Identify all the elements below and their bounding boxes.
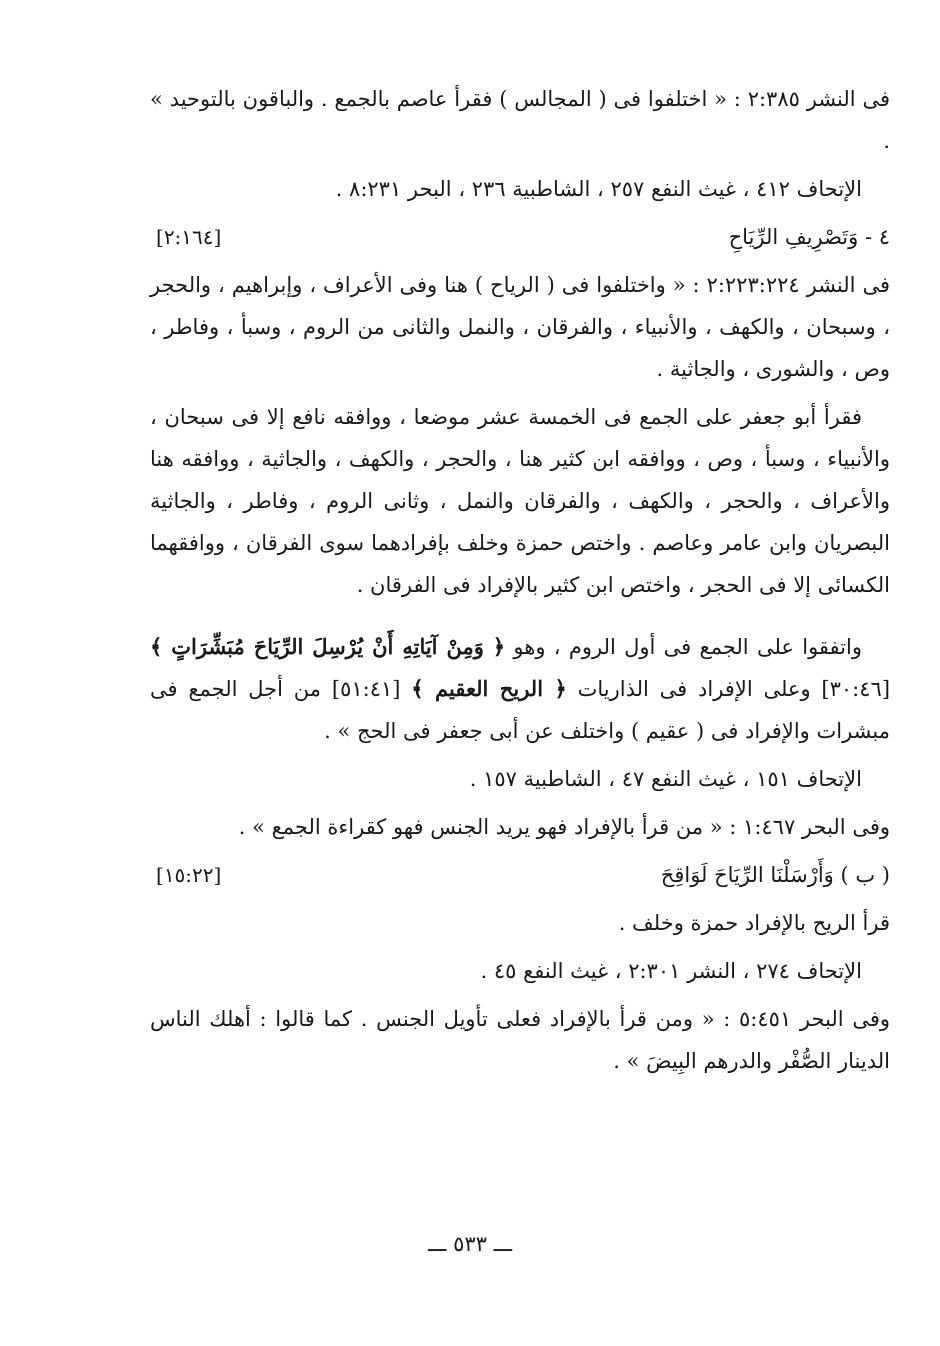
paragraph-references-1: الإتحاف ٤١٢ ، غيث النفع ٢٥٧ ، الشاطبية ٢٣٦ ، البحر ٨:٢٣١ . [335, 177, 862, 201]
quran-verse-dhariyat: ﴿ الريح العقيم ﴾ [411, 676, 567, 701]
paragraph-references-3: الإتحاف ٢٧٤ ، النشر ٢:٣٠١ ، غيث النفع ٤٥ . [480, 959, 862, 983]
paragraph-bahr-1: وفى البحر ١:٤٦٧ : « من قرأ بالإفراد فهو يريد الجنس فهو كقراءة الجمع » . [238, 815, 890, 839]
entry-heading-tasrif [150, 216, 890, 258]
quran-verse-rum: ﴿ وَمِنْ آيَاتِهِ أَنْ يُرْسِلَ الرِّيَاحَ مُبَشِّرَاتٍ ﴾ [150, 634, 506, 659]
verse-reference: [٢:١٦٤] [156, 225, 222, 249]
entry-heading-text: ( ب ) وَأَرْسَلْنَا الرِّيَاحَ لَوَاقِحَ [660, 863, 890, 887]
spacer [150, 612, 890, 626]
paragraph-nashr-riyah: فى النشر ٢:٢٢٣:٢٢٤ : « واختلفوا فى ( الرياح ) هنا وفى الأعراف ، وإبراهيم ، والحجر ، وسبحان ، والكهف ، والأنبياء ، والفرقان ، والنمل والثانى من الروم ، وسبأ ، وفاطر ، وص ، والشورى ، والجاثية . [150, 273, 890, 381]
paragraph-references-2: الإتحاف ١٥١ ، غيث النفع ٤٧ ، الشاطبية ١٥٧ . [469, 767, 862, 791]
page-body [150, 78, 890, 1088]
paragraph-agreement-text-b: [٣٠:٤٦] وعلى الإفراد فى الذاريات [577, 677, 891, 701]
paragraph-agreement [150, 626, 890, 752]
paragraph-agreement-text-c: [٥١:٤١] من أجل الجمع فى مبشرات والإفراد فى ( عقيم ) واختلف عن أبى جعفر فى الحج » . [150, 677, 890, 743]
entry-heading-lawaqih [150, 854, 890, 896]
paragraph-readers: فقرأ أبو جعفر على الجمع فى الخمسة عشر موضعا ، ووافقه نافع إلا فى سبحان ، والأنبياء ، وسبأ ، وص ، ووافقه ابن كثير هنا ، والحجر ، والكهف ، والجاثية ، ووافقه هنا والأعراف ، والحجر ، والكهف ، والفرقان والنمل ، وثانى الروم ، وفاطر ، والجاثية البصريان وابن عامر وعاصم . واختص حمزة وخلف بإفرادهما سوى الفرقان ، ووافقهما الكسائى إلا فى الحجر ، واختص ابن كثير بالإفراد فى الفرقان . [150, 405, 890, 597]
paragraph-bahr-2: وفى البحر ٥:٤٥١ : « ومن قرأ بالإفراد فعلى تأويل الجنس . كما قالوا : أهلك الناس الدينار الصُّفْر والدرهم البِيضَ » . [150, 1007, 891, 1073]
paragraph-agreement-text-a: واتفقوا على الجمع فى أول الروم ، وهو [513, 635, 862, 659]
paragraph-nashr-majalis: فى النشر ٢:٣٨٥ : « اختلفوا فى ( المجالس ) فقرأ عاصم بالجمع . والباقون بالتوحيد » . [150, 87, 890, 153]
page-number: ـــ ٥٣٣ ـــ [427, 1232, 513, 1256]
entry-heading-text: ٤ - وَتَصْرِيفِ الرِّيَاحِ [728, 225, 890, 249]
paragraph-reading: قرأ الريح بالإفراد حمزة وخلف . [618, 911, 890, 935]
verse-reference: [١٥:٢٢] [156, 863, 222, 887]
